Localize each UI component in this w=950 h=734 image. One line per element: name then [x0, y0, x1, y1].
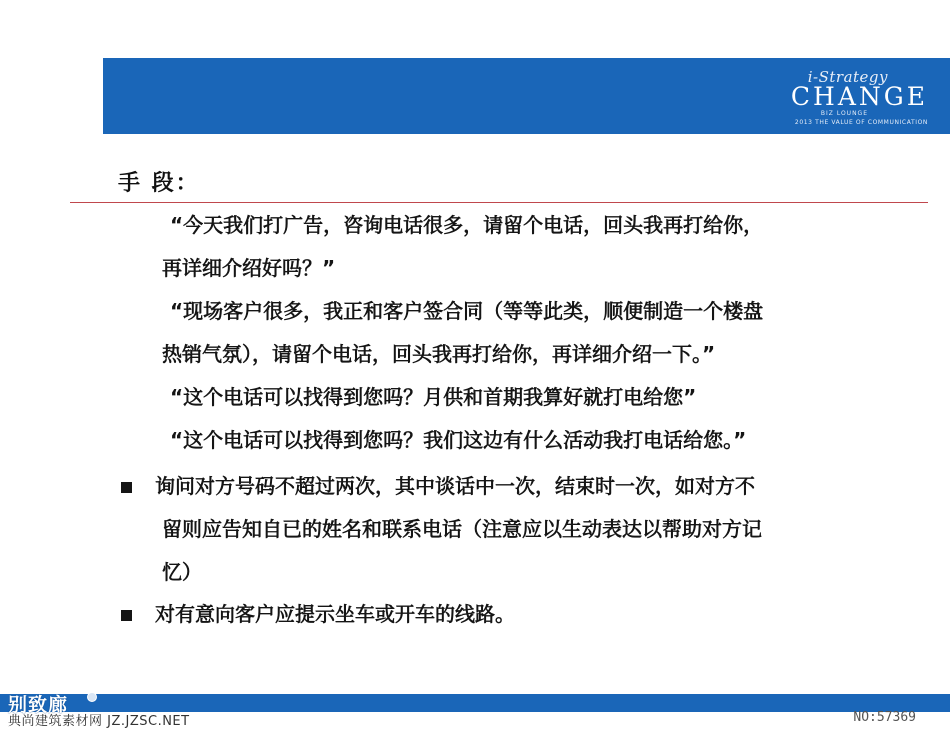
body-line: 留则应告知自已的姓名和联系电话（注意应以生动表达以帮助对方记: [162, 517, 762, 541]
logo-tagline: 2013 THE VALUE OF COMMUNICATION: [794, 119, 928, 126]
logo-main-text: CHANGE: [790, 82, 928, 111]
body-line: “今天我们打广告，咨询电话很多，请留个电话，回头我再打给你，: [170, 213, 764, 237]
body-line: 再详细介绍好吗？”: [162, 256, 336, 280]
bullet-line: 询问对方号码不超过两次，其中谈话中一次，结束时一次，如对方不: [155, 474, 755, 498]
watermark-text: 典尚建筑素材网 JZ.JZSC.NET: [8, 714, 190, 729]
footer-logo-badge-icon: [87, 692, 97, 702]
change-logo: [738, 66, 928, 128]
logo-small-text: BIZ LOUNGE: [820, 110, 868, 117]
slide-heading: 手 段：: [118, 171, 200, 196]
bullet-square-icon: [121, 482, 132, 493]
header-banner: [103, 58, 950, 134]
heading-divider: [70, 202, 928, 203]
body-line: “现场客户很多，我正和客户签合同（等等此类，顺便制造一个楼盘: [170, 299, 764, 323]
bullet-line: 对有意向客户应提示坐车或开车的线路。: [155, 602, 515, 626]
logo-script-text: i-Strategy: [807, 68, 888, 86]
body-line: “这个电话可以找得到您吗？我们这边有什么活动我打电话给您。”: [170, 428, 747, 452]
image-code: NO:57369: [853, 710, 916, 725]
footer-logo: 别致廊: [8, 694, 69, 716]
body-line: 忆）: [162, 560, 202, 584]
body-line: 热销气氛），请留个电话，回头我再打给你，再详细介绍一下。”: [162, 342, 716, 366]
bullet-square-icon: [121, 610, 132, 621]
body-line: “这个电话可以找得到您吗？月供和首期我算好就打电给您”: [170, 385, 697, 409]
